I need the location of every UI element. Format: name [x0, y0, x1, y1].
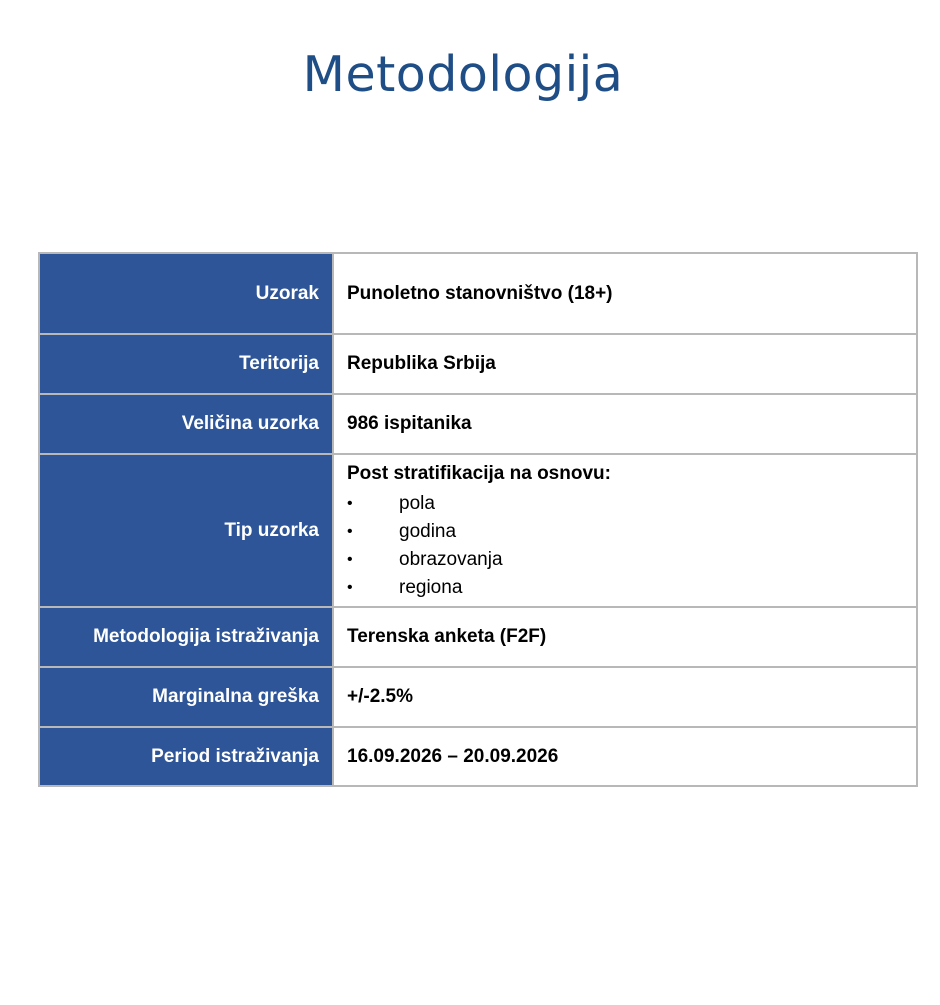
row-label: Veličina uzorka	[39, 394, 333, 454]
stratification-list	[347, 490, 916, 602]
list-item	[347, 574, 916, 602]
row-value: 986 ispitanika	[333, 394, 917, 454]
table-row-metodologija-istrazivanja	[39, 607, 917, 667]
sample-type-heading: Post stratifikacija na osnovu:	[347, 462, 611, 484]
table-row-teritorija	[39, 334, 917, 394]
list-item	[347, 490, 916, 518]
row-label: Uzorak	[39, 253, 333, 334]
row-label: Period istraživanja	[39, 727, 333, 786]
row-value: 16.09.2026 – 20.09.2026	[333, 727, 917, 786]
row-value	[333, 454, 917, 607]
row-label: Tip uzorka	[39, 454, 333, 607]
row-value: Terenska anketa (F2F)	[333, 607, 917, 667]
methodology-table	[38, 252, 918, 787]
bullet-icon: •	[347, 522, 353, 540]
bullet-icon: •	[347, 494, 353, 512]
row-label: Metodologija istraživanja	[39, 607, 333, 667]
page-title: Metodologija	[302, 46, 624, 103]
list-item	[347, 518, 916, 546]
table-row-tip-uzorka	[39, 454, 917, 607]
bullet-icon: •	[347, 578, 353, 596]
list-item-text: pola	[399, 492, 435, 514]
row-label: Teritorija	[39, 334, 333, 394]
row-value: Republika Srbija	[333, 334, 917, 394]
list-item-text: regiona	[399, 576, 463, 598]
list-item	[347, 546, 916, 574]
table-row-uzorak	[39, 253, 917, 334]
bullet-icon: •	[347, 550, 353, 568]
row-label: Marginalna greška	[39, 667, 333, 727]
table-row-velicina-uzorka	[39, 394, 917, 454]
table-row-period-istrazivanja	[39, 727, 917, 786]
row-value: Punoletno stanovništvo (18+)	[333, 253, 917, 334]
table-row-marginalna-greska	[39, 667, 917, 727]
row-value: +/-2.5%	[333, 667, 917, 727]
list-item-text: obrazovanja	[399, 548, 503, 570]
list-item-text: godina	[399, 520, 457, 542]
